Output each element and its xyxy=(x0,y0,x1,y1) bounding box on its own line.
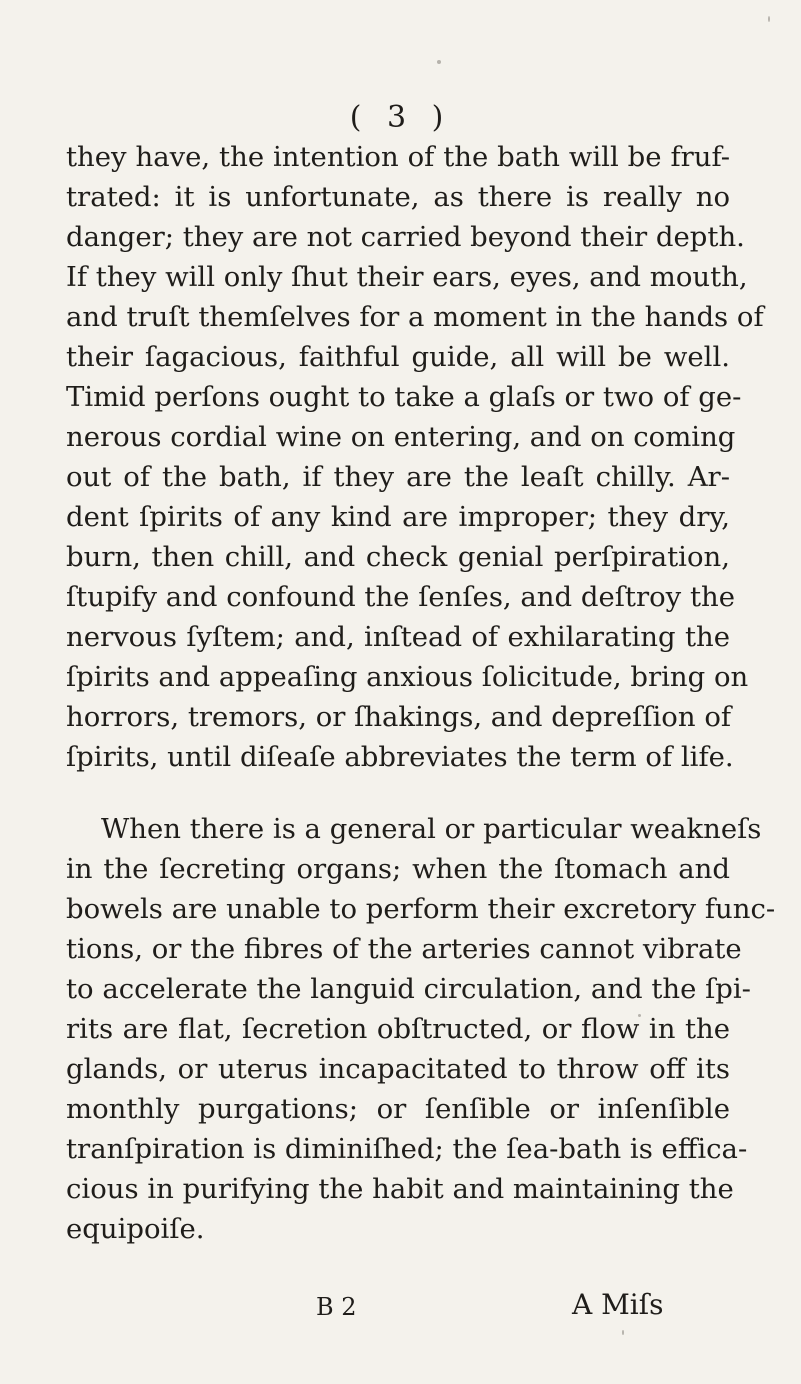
text-line: in the ſecreting organs; when the ſtomach and xyxy=(66,853,730,885)
text-line: horrors, tremors, or ſhakings, and depreſſion of xyxy=(66,701,732,733)
text-line: their ſagacious, faithful guide, all will be well. xyxy=(66,341,730,373)
text-line: tranſpiration is diminiſhed; the ſea-bath is effica- xyxy=(66,1133,748,1165)
text-line: trated: it is unfortunate, as there is really no xyxy=(66,181,730,213)
paper-speck xyxy=(638,1014,641,1017)
text-line: cious in purifying the habit and maintaining the xyxy=(66,1173,734,1205)
text-line: they have, the intention of the bath will be fruf- xyxy=(66,141,730,173)
text-line: burn, then chill, and check genial perſpiration, xyxy=(66,541,730,573)
text-line: ſtupify and confound the ſenſes, and deſtroy the xyxy=(66,581,735,613)
paper-speck xyxy=(437,60,441,64)
text-line: equipoiſe. xyxy=(66,1213,205,1245)
text-line: glands, or uterus incapacitated to throw off its xyxy=(66,1053,730,1085)
text-line: out of the bath, if they are the leaſt chilly. Ar- xyxy=(66,461,730,493)
text-line: Timid perſons ought to take a glaſs or two of ge- xyxy=(66,381,742,413)
text-line: monthly purgations; or ſenſible or inſenſible xyxy=(66,1093,730,1125)
text-line: tions, or the fibres of the arteries cannot vibrate xyxy=(66,933,742,965)
text-line: and truſt themſelves for a moment in the hands of xyxy=(66,301,764,333)
catchword: A Miſs xyxy=(572,1288,664,1321)
text-line: If they will only ſhut their ears, eyes, and mouth, xyxy=(66,261,748,293)
text-line: to accelerate the languid circulation, and the ſpi- xyxy=(66,973,751,1005)
text-line: rits are flat, ſecretion obſtructed, or flow in the xyxy=(66,1013,730,1045)
signature-mark: B 2 xyxy=(316,1293,357,1321)
text-line: dent ſpirits of any kind are improper; they dry, xyxy=(66,501,730,533)
text-line: bowels are unable to perform their excretory func- xyxy=(66,893,776,925)
text-line: nervous ſyſtem; and, inſtead of exhilarating the xyxy=(66,621,730,653)
paper-speck xyxy=(768,16,770,22)
text-line: ſpirits and appeaſing anxious ſolicitude, bring on xyxy=(66,661,749,693)
paper-speck xyxy=(622,1330,624,1335)
page-number: ( 3 ) xyxy=(349,100,452,135)
text-line: When there is a general or particular weakneſs xyxy=(101,813,762,845)
text-line: ſpirits, until diſeaſe abbreviates the term of life. xyxy=(66,741,734,773)
text-line: danger; they are not carried beyond their depth. xyxy=(66,221,745,253)
text-line: nerous cordial wine on entering, and on coming xyxy=(66,421,736,453)
